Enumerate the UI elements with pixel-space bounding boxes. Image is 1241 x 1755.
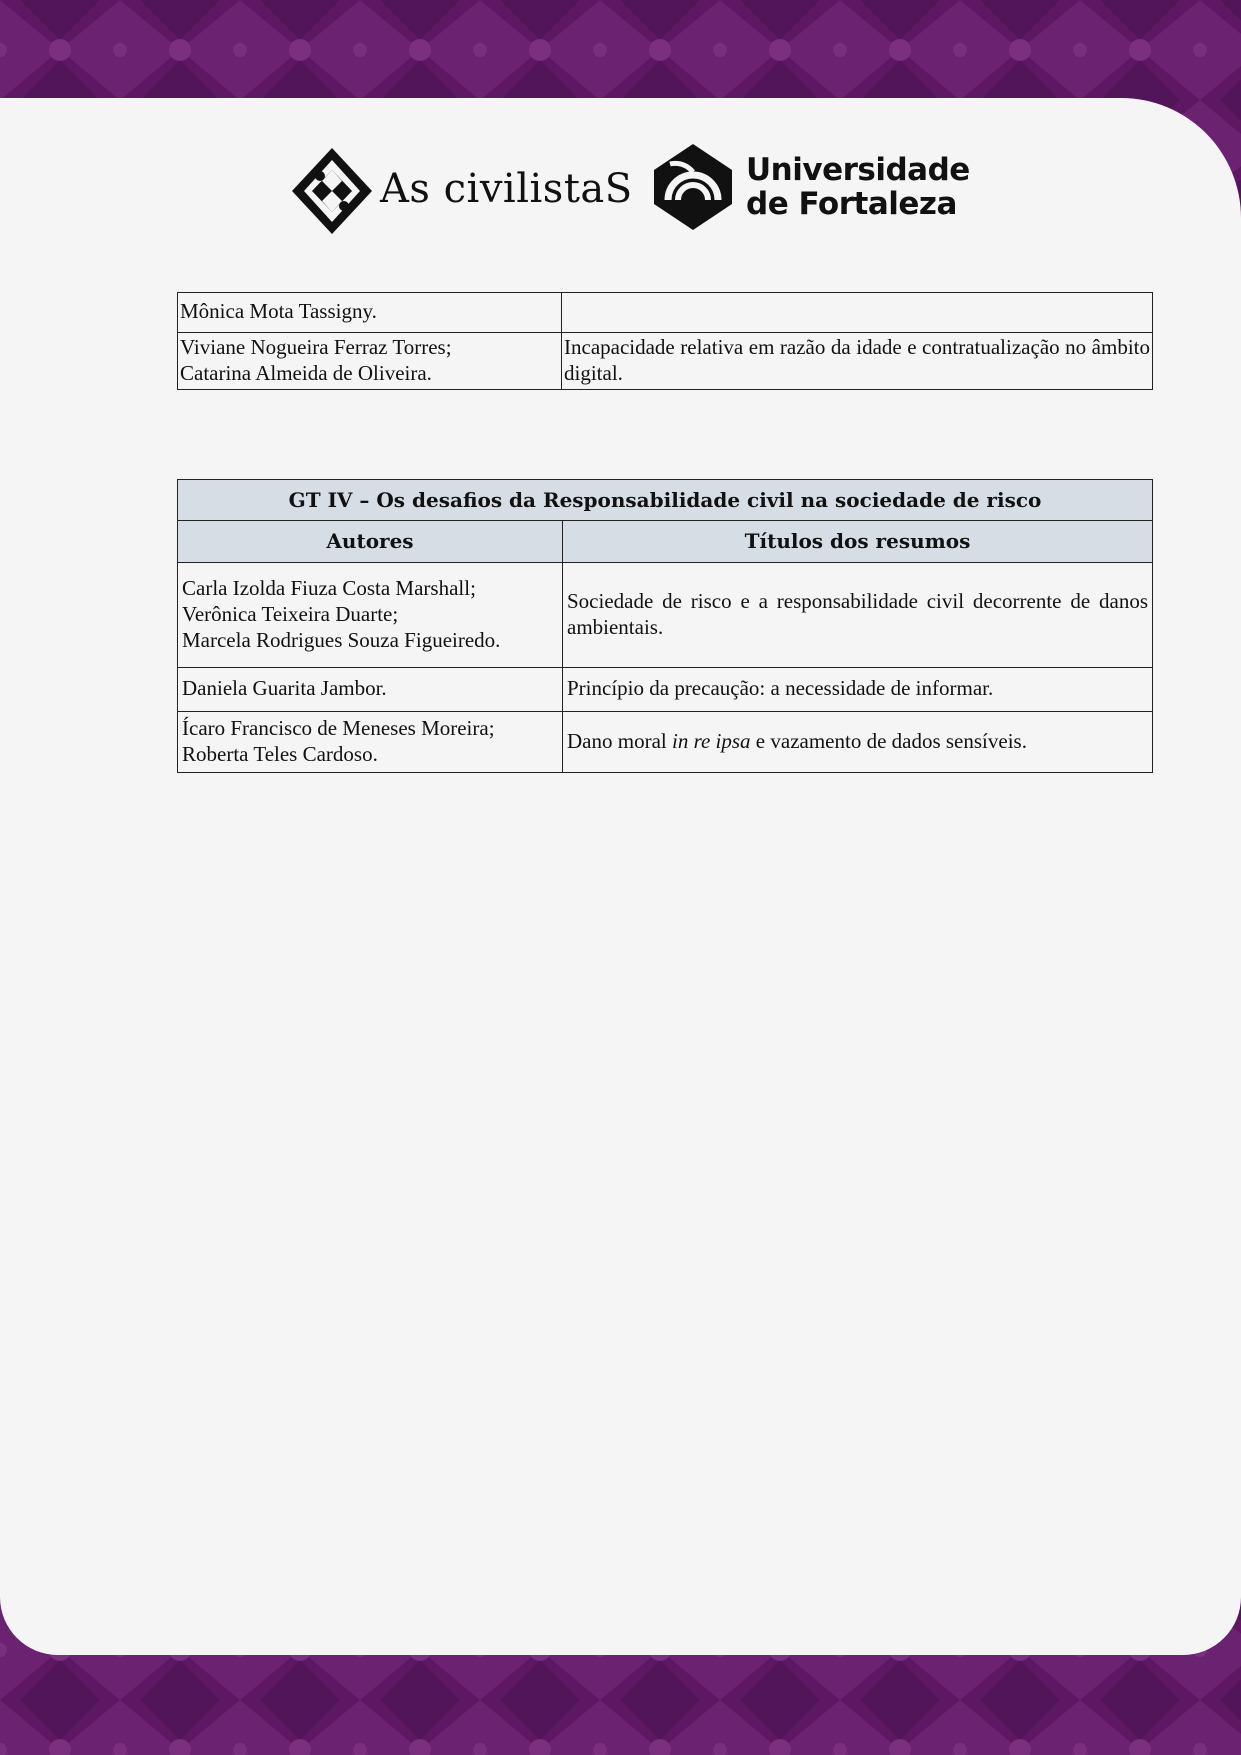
gt-iv-table <box>177 479 1153 773</box>
column-header-authors: Autores <box>178 521 563 562</box>
table-row <box>178 667 1153 711</box>
table-row <box>178 562 1153 667</box>
title-text: Dano moral <box>567 728 672 753</box>
continued-table <box>177 292 1153 390</box>
authors-cell <box>178 333 562 390</box>
title-cell: Sociedade de risco e a responsabilidade civil decorrente de danos ambientais. <box>563 562 1153 667</box>
table-row <box>178 293 1153 333</box>
as-civilistas-logo <box>290 146 633 236</box>
author-name: Mônica Mota Tassigny. <box>180 299 377 324</box>
university-name-line2: de Fortaleza <box>746 186 957 222</box>
table-row <box>178 333 1153 390</box>
table-header-row <box>178 521 1153 562</box>
table-caption: GT IV – Os desafios da Responsabilidade civil na sociedade de risco <box>178 480 1153 521</box>
title-cell <box>563 711 1153 772</box>
authors-cell <box>178 562 563 667</box>
title-text: e vazamento de dados sensíveis. <box>750 728 1027 753</box>
column-header-titles: Títulos dos resumos <box>563 521 1153 562</box>
authors-cell <box>178 711 563 772</box>
universidade-de-fortaleza-logo <box>648 142 968 238</box>
author-name: Daniela Guarita Jambor. <box>182 676 387 701</box>
author-name: Roberta Teles Cardoso. <box>182 741 378 766</box>
authors-cell <box>178 293 562 333</box>
title-cell: Incapacidade relativa em razão da idade e contratualização no âmbito digital. <box>562 333 1153 390</box>
title-cell <box>562 293 1153 333</box>
header-logos <box>0 140 1241 240</box>
author-name: Verônica Teixeira Duarte; <box>182 601 399 626</box>
author-name: Ícaro Francisco de Meneses Moreira; <box>182 716 495 741</box>
diamond-emblem-icon <box>290 146 374 236</box>
author-name: Marcela Rodrigues Souza Figueiredo. <box>182 627 501 652</box>
title-cell: Princípio da precaução: a necessidade de informar. <box>563 667 1153 711</box>
university-name-line1: Universidade <box>746 152 970 188</box>
unifor-emblem-icon <box>648 142 738 232</box>
as-civilistas-wordmark: As civilistaS <box>380 166 633 212</box>
author-name: Carla Izolda Fiuza Costa Marshall; <box>182 576 476 601</box>
table-caption-row <box>178 480 1153 521</box>
table-row <box>178 711 1153 772</box>
author-name: Viviane Nogueira Ferraz Torres; <box>180 335 452 359</box>
authors-cell <box>178 667 563 711</box>
author-name: Catarina Almeida de Oliveira. <box>180 360 432 385</box>
title-italic-text: in re ipsa <box>671 728 751 753</box>
